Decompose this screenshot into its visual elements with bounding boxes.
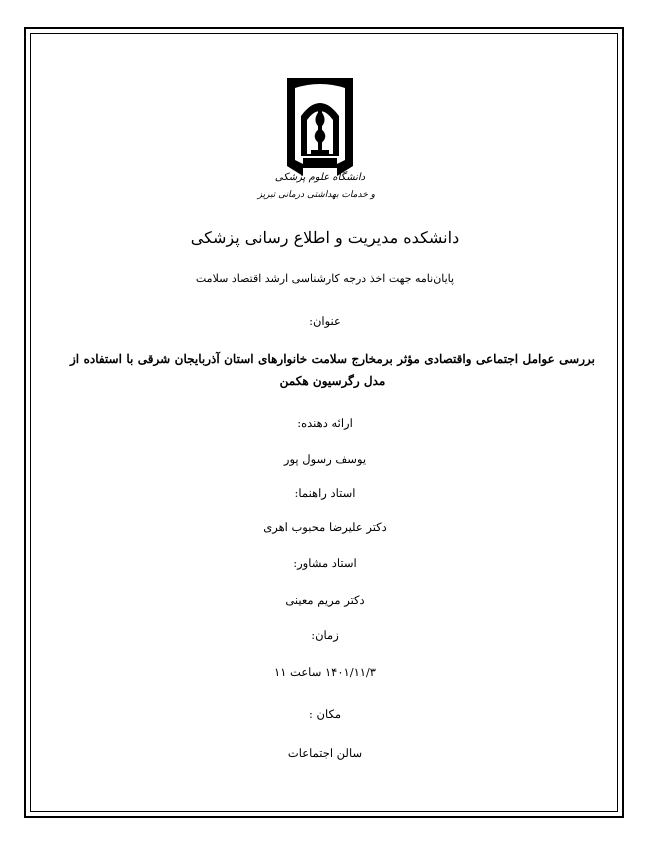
advisor-label: استاد مشاور: [293, 556, 357, 570]
place-value: سالن اجتماعات [287, 746, 363, 760]
university-logo [257, 72, 375, 214]
presenter-label: ارائه دهنده: [297, 416, 353, 430]
presenter-name: یوسف رسول پور [283, 452, 367, 466]
time-value: ۱۴۰۱/۱۱/۳ ساعت ۱۱ [274, 665, 376, 679]
place-label: مکان : [309, 707, 341, 721]
supervisor-label: استاد راهنما: [294, 486, 356, 500]
logo-caption-line2: و خدمات بهداشتی درمانی تبریز [257, 190, 375, 200]
time-label: زمان: [311, 628, 339, 642]
degree-statement: پایان‌نامه جهت اخذ درجه کارشناسی ارشد اقتصاد سلامت [195, 272, 455, 285]
faculty-name: دانشکده مدیریت و اطلاع رسانی پزشکی [190, 228, 460, 247]
logo-caption-line1: دانشگاه علوم پزشکی [274, 172, 366, 183]
advisor-name: دکتر مریم معینی [285, 593, 365, 607]
title-label: عنوان: [309, 314, 341, 328]
thesis-title: بررسی عوامل اجتماعی واقتصادی مؤثر برمخارج سلامت خانوارهای استان آذربایجان شرقی با استفاده از مدل رگرسیون هکمن [70, 352, 595, 388]
supervisor-name: دکتر علیرضا محبوب اهری [263, 520, 387, 534]
